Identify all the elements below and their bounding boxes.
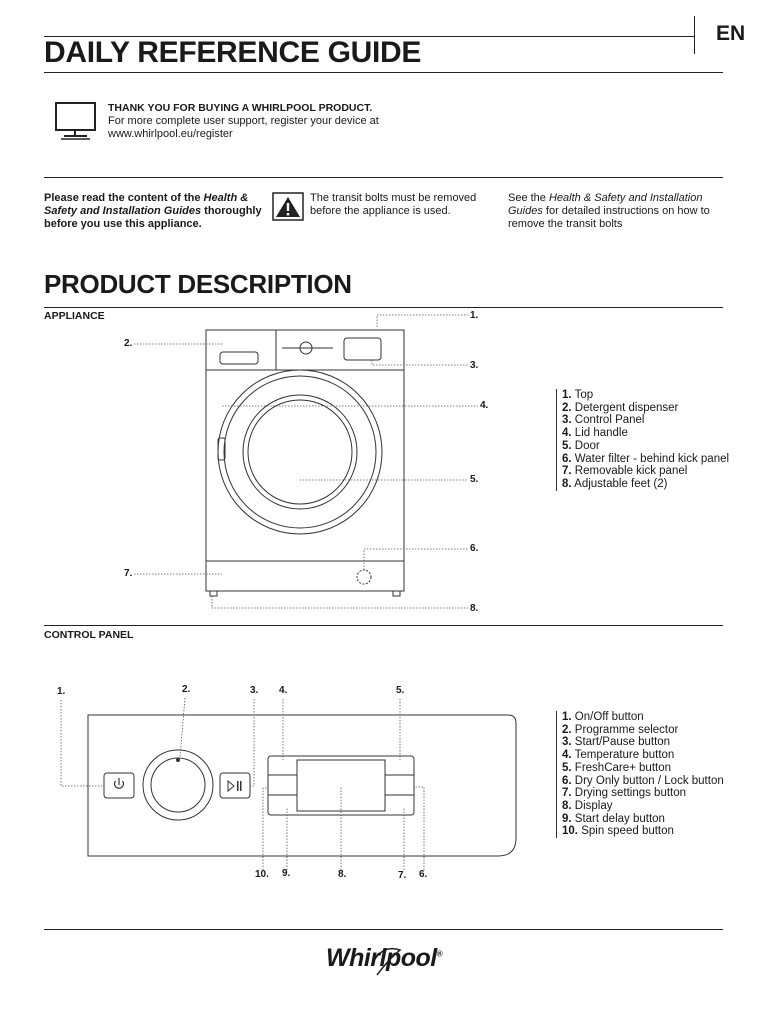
legend-item [562,402,729,415]
legend-text: Door [574,439,600,452]
legend-text: Display [574,799,613,812]
legend-text: Temperature button [574,749,675,762]
appliance-callout-lines [134,315,478,608]
control-panel-label: CONTROL PANEL [44,629,134,641]
legend-text: Lid handle [574,427,628,440]
legend-item [562,736,724,749]
control-callout: 9. [282,868,291,879]
read-notice-part: thoroughly [201,205,262,217]
control-callout: 4. [279,685,288,696]
legend-num: 5. [562,439,572,452]
legend-text: Spin speed button [581,825,674,838]
legend-item [562,465,729,478]
legend-text: Start delay button [574,812,665,825]
control-callout: 6. [419,869,428,880]
appliance-callout: 1. [470,310,479,321]
legend-num: 9. [562,812,572,825]
footer-rule [44,929,723,930]
legend-item [562,787,724,800]
control-callout: 7. [398,870,407,881]
legend-item [562,440,729,453]
legend-num: 8. [562,477,572,490]
legend-text: Adjustable feet (2) [574,477,668,490]
washing-machine-drawing [206,330,404,596]
legend-num: 8. [562,799,572,812]
legend-text: Programme selector [574,723,679,736]
see-guides-part: See the [508,192,549,204]
legend-num: 1. [562,711,572,723]
appliance-legend [556,389,729,491]
legend-text: Removable kick panel [574,465,688,478]
legend-item [562,724,724,737]
control-panel-drawing [88,715,516,856]
play-pause-icon [228,781,242,791]
control-legend [556,711,724,838]
legend-item [562,800,724,813]
legend-item [562,478,729,491]
control-callout-lines [61,698,424,870]
legend-num: 5. [562,761,572,774]
see-guides-notice [508,192,710,231]
legend-num: 7. [562,787,572,800]
whirlpool-logo [326,944,442,973]
legend-text: On/Off button [574,711,644,723]
control-callout: 8. [338,869,347,880]
see-guides-italic: Guides [508,205,543,217]
legend-num: 6. [562,452,572,465]
notice-top-rule [44,177,723,178]
legend-text: Dry Only button / Lock button [574,774,724,787]
read-notice-part: before you use this appliance. [44,218,202,230]
legend-item [562,414,729,427]
read-notice-italic: Health & [203,192,249,204]
language-code: EN [716,22,746,45]
see-guides-part: remove the transit bolts [508,218,623,230]
control-callout: 3. [250,685,259,696]
legend-text: Top [574,389,594,401]
page-title: DAILY REFERENCE GUIDE [44,36,422,69]
legend-text: Start/Pause button [574,736,671,749]
registered-mark: ® [436,949,443,959]
see-guides-part: for detailed instructions on how to [542,205,710,217]
legend-item [562,749,724,762]
legend-item [562,762,724,775]
read-notice-part: Please read the content of the [44,192,204,204]
legend-item [562,775,724,788]
appliance-callout: 3. [470,360,479,371]
legend-num: 4. [562,427,572,440]
power-icon [115,778,124,788]
legend-item [562,453,729,466]
appliance-callout: 7. [124,568,133,579]
legend-text: FreshCare+ button [574,761,672,774]
legend-item [562,711,724,724]
legend-text: Control Panel [574,414,645,427]
legend-text: Detergent dispenser [574,401,679,414]
control-callout: 10. [255,869,269,880]
brand-name: Whirlpool [326,944,437,972]
appliance-callout: 4. [480,400,489,411]
appliance-callout: 6. [470,543,479,554]
transit-bolts-line: The transit bolts must be removed [310,192,477,204]
appliance-callout: 5. [470,474,479,485]
monitor-icon [56,103,95,139]
legend-text: Water filter - behind kick panel [574,452,730,465]
legend-num: 7. [562,465,572,478]
control-panel-rule [44,625,723,626]
product-rule [44,307,723,308]
legend-num: 3. [562,414,572,427]
read-notice [44,192,264,231]
legend-item [562,389,729,402]
transit-bolts-line: before the appliance is used. [310,205,451,217]
read-notice-italic: Safety and Installation Guides [44,205,202,217]
legend-item [562,825,724,838]
control-callout: 5. [396,685,405,696]
legend-item [562,427,729,440]
appliance-callout: 8. [470,603,479,614]
legend-text: Drying settings button [574,787,687,800]
legend-item [562,813,724,826]
legend-num: 1. [562,389,572,401]
product-description-heading: PRODUCT DESCRIPTION [44,269,352,299]
warning-icon [273,193,303,220]
see-guides-italic: Health & Safety and Installation [548,192,703,204]
register-heading: THANK YOU FOR BUYING A WHIRLPOOL PRODUCT. [108,102,373,114]
legend-num: 2. [562,723,572,736]
appliance-callout: 2. [124,338,133,349]
control-callout: 2. [182,684,191,695]
appliance-label: APPLIANCE [44,310,105,322]
legend-num: 10. [562,825,578,838]
legend-num: 2. [562,401,572,414]
legend-num: 6. [562,774,572,787]
legend-num: 3. [562,736,572,749]
control-callout: 1. [57,686,66,697]
register-line-1: For more complete user support, register your device at [108,115,379,127]
register-url[interactable]: www.whirlpool.eu/register [108,128,233,140]
transit-bolts-notice [310,192,476,218]
legend-num: 4. [562,749,572,762]
